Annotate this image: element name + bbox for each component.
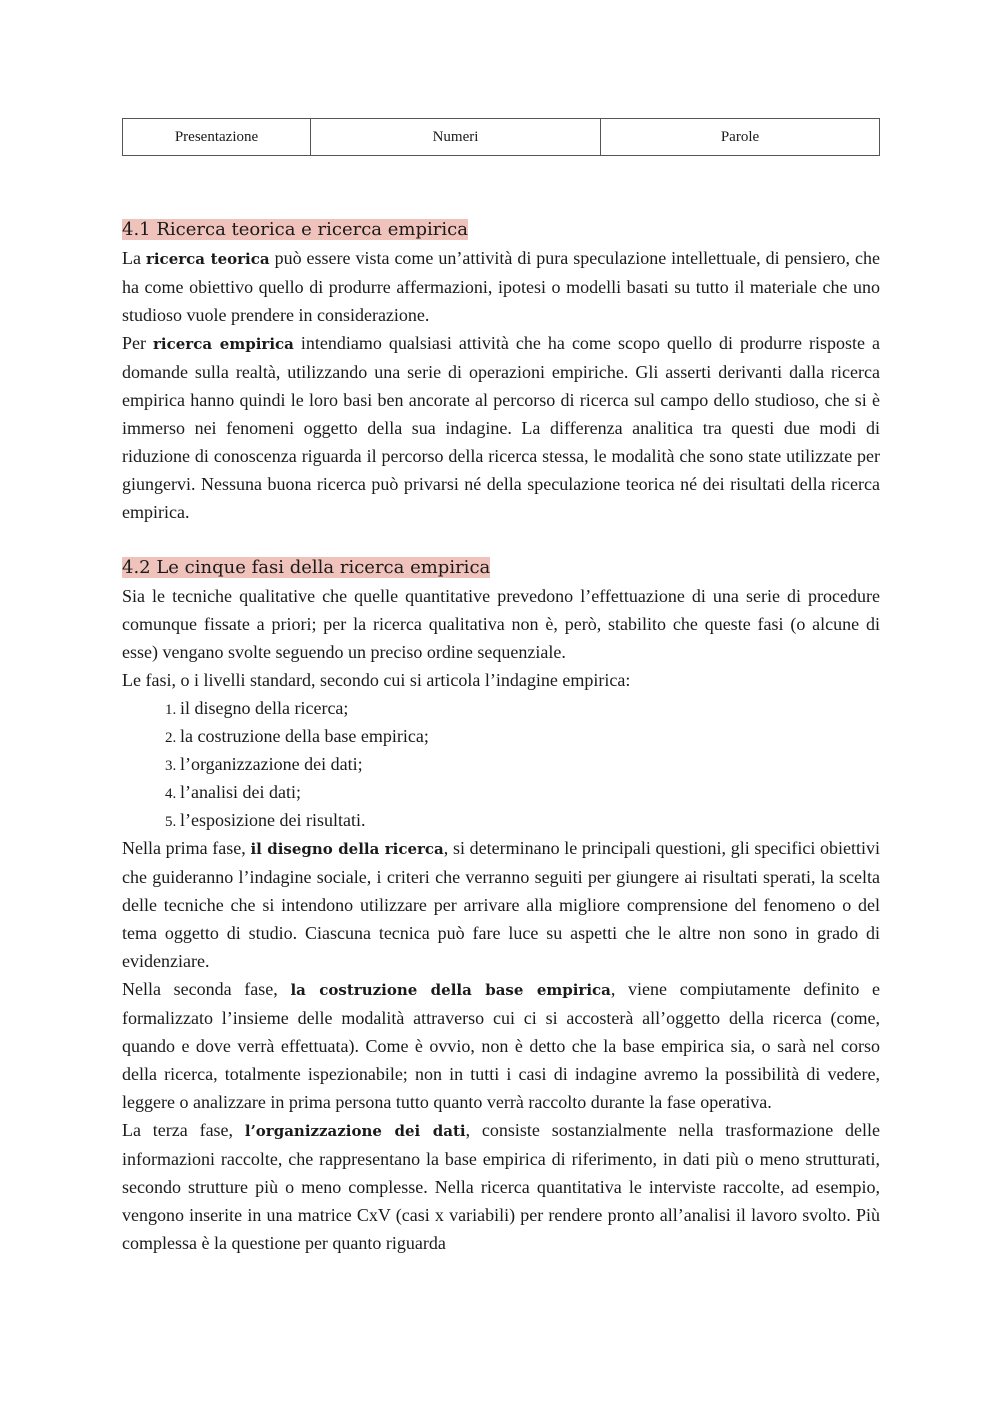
list-item: 4. l’analisi dei dati; [180,778,880,806]
section-ricerca-teorica [122,216,880,526]
bold-term: ricerca teorica [145,250,270,268]
nav-cell-numeri[interactable]: Numeri [311,119,601,156]
list-item: 3. l’organizzazione dei dati; [180,750,880,778]
nav-cell-parole[interactable]: Parole [601,119,880,156]
list-item: 2. la costruzione della base empirica; [180,722,880,750]
steps-list [122,694,880,834]
section-heading: 4.1 Ricerca teorica e ricerca empirica [122,219,468,240]
document-page [122,118,880,1257]
list-item: 5. l’esposizione dei risultati. [180,806,880,834]
paragraph: La terza fase, l’organizzazione dei dati, consiste sostanzialmente nella trasformazione delle informazioni raccolte, che rappresentano la base empirica di riferimento, in dati più o meno strutturati, secondo strutture più o meno complesse. Nella ricerca quantitativa le interviste raccolte, ad esempio, vengono inserite in una matrice CxV (casi x variabili) per rendere pronto all’analisi il lavoro svolto. Più complessa è la questione per quanto riguarda [122,1120,880,1253]
navigation-table [122,118,880,156]
bold-term: il disegno della ricerca [250,840,444,858]
paragraph: La ricerca teorica può essere vista come un’attività di pura speculazione intellettuale, di pensiero, che ha come obiettivo quello di produrre affermazioni, ipotesi o modelli basati su tutto il materiale che uno studioso vuole prendere in considerazione. [122,248,880,325]
bold-term: l’organizzazione dei dati [244,1122,466,1140]
paragraph: Sia le tecniche qualitative che quelle quantitative prevedono l’effettuazione di una serie di procedure comunque fissate a priori; per la ricerca qualitativa non è, però, stabilito che queste fasi (o alcune di esse) vengano svolte seguendo un preciso ordine sequenziale. [122,586,880,662]
section-heading: 4.2 Le cinque fasi della ricerca empirica [122,557,491,578]
section-cinque-fasi [122,554,880,1257]
paragraph: Nella seconda fase, la costruzione della base empirica, viene compiutamente definito e formalizzato l’insieme delle modalità attraverso cui ci si accosterà all’oggetto della ricerca (come, quando e dove verrà effettuata). Come è ovvio, non è detto che la base empirica sia, o sarà nel corso della ricerca, totalmente ispezionabile; non in tutti i casi di indagine avremo la possibilità di vedere, leggere o analizzare in prima persona tutto quanto verrà raccolto durante la fase operativa. [122,979,880,1112]
list-item: 1. il disegno della ricerca; [180,694,880,722]
paragraph: Nella prima fase, il disegno della ricerca, si determinano le principali questioni, gli specifici obiettivi che guideranno l’indagine sociale, i criteri che verranno seguiti per giungere ai risultati sperati, la scelta delle tecniche che si intendono utilizzare per arrivare alla migliore comprensione del fenomeno o del tema oggetto di studio. Ciascuna tecnica può fare luce su aspetti che le altre non sono in grado di evidenziare. [122,838,881,971]
paragraph: Le fasi, o i livelli standard, secondo cui si articola l’indagine empirica: [122,670,631,690]
nav-cell-presentazione[interactable]: Presentazione [123,119,311,156]
bold-term: ricerca empirica [153,335,294,353]
bold-term: la costruzione della base empirica [290,981,611,999]
paragraph: Per ricerca empirica intendiamo qualsiasi attività che ha come scopo quello di produrre risposte a domande sulla realtà, utilizzando una serie di operazioni empiriche. Gli asserti derivanti dalla ricerca empirica hanno quindi le loro basi ben ancorate al percorso di ricerca sul campo dello studioso, che si è immerso nei fenomeni oggetto della sua indagine. La differenza analitica tra questi due modi di riduzione di conoscenza riguarda il percorso della ricerca stessa, le modalità che sono state utilizzate per giungervi. Nessuna buona ricerca può privarsi né della speculazione teorica né dei risultati della ricerca empirica. [122,333,881,522]
